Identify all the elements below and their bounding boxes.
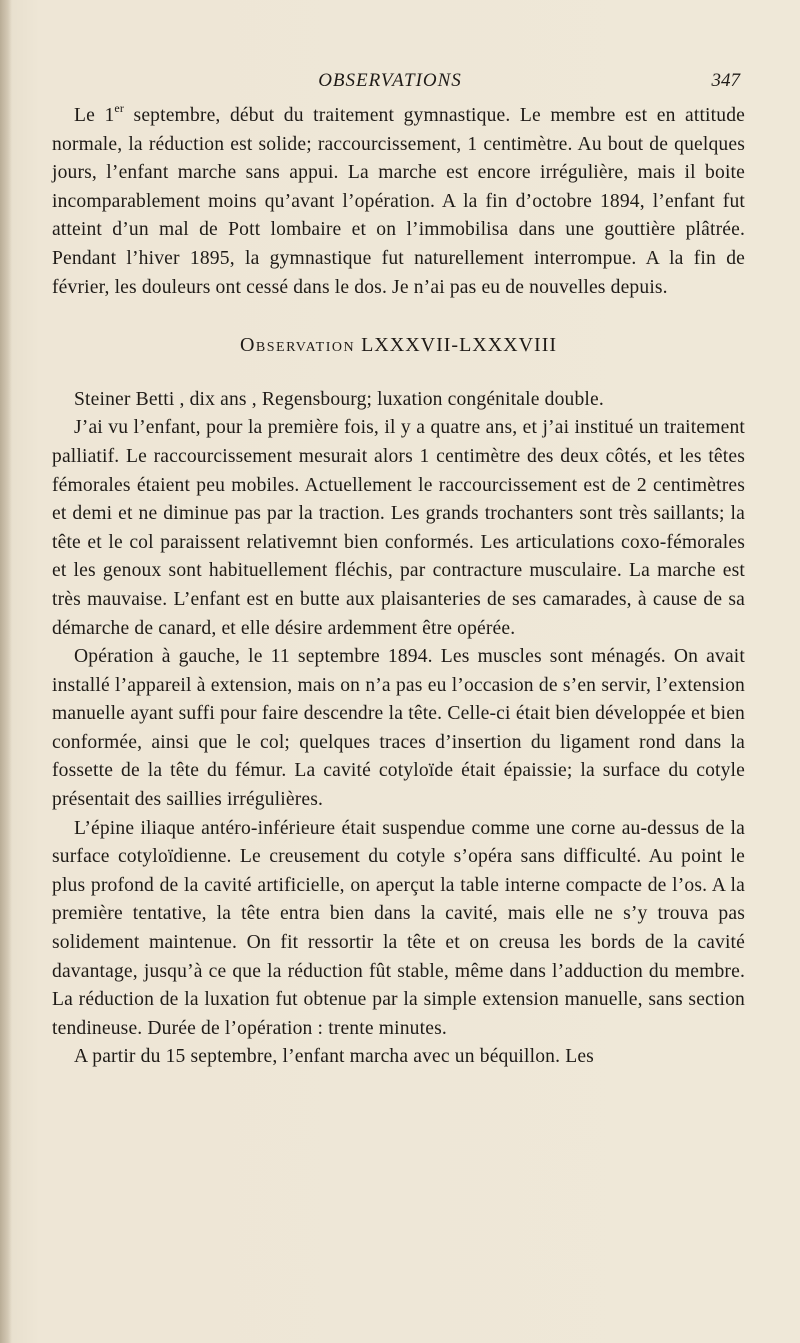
- paragraph-1: [52, 102, 745, 302]
- paragraph-6: A partir du 15 septembre, l’enfant marcha avec un béquillon. Les: [74, 1046, 594, 1068]
- paragraph-4: Opération à gauche, le 11 septembre 1894. Les muscles sont ménagés. On avait installé l’appareil à extension, mais on n’a pas eu l’occasion de s’en servir, l’extension manuelle ayant suffi pour faire descendre la tête. Celle-ci était bien développée et bien conformée, ainsi que le col; quelques traces d’insertion du ligament rond dans la fossette de la tête du fémur. La cavité cotyloïde était épaissie; la surface du cotyle présentait des saillies irrégulières.: [52, 646, 745, 811]
- paragraph-1-rest: septembre, début du traitement gymnastique. Le membre est en attitude normale, la réduction est solide; raccourcissement, 1 centimètre. Au bout de quelques jours, l’enfant marche sans appui. La marche est encore irrégulière, mais il boite incomparablement moins qu’avant l’opération. A la fin d’octobre 1894, l’enfant fut atteint d’un mal de Pott lombaire et on l’immobilisa dans une gouttière plâtrée. Pendant l’hiver 1895, la gymnastique fut naturellement interrompue. A la fin de février, les douleurs ont cessé dans le dos. Je n’ai pas eu de nouvelles depuis.: [52, 105, 745, 298]
- paragraph-5: L’épine iliaque antéro-inférieure était suspendue comme une corne au-dessus de la surface cotyloïdienne. Le creusement du cotyle s’opéra sans difficulté. Au point le plus profond de la cavité artificielle, on aperçut la table interne compacte de l’os. A la première tentative, la tête entra bien dans la cavité, mais elle ne s’y trouva pas solidement maintenue. On fit ressortir la tête et on creusa les bords de la cavité davantage, jusqu’à ce que la réduction fût stable, même dans l’adduction du membre. La réduction de la luxation fut obtenue par la simple extension manuelle, sans section tendineuse. Durée de l’opération : trente minutes.: [52, 817, 745, 1039]
- observation-numerals: LXXXVII-LXXXVIII: [361, 334, 558, 357]
- page-number: 347: [711, 70, 740, 91]
- paragraph-1-start: Le 1: [74, 105, 115, 126]
- paragraph-2: Steiner Betti , dix ans , Regensbourg; luxation congénitale double.: [74, 388, 604, 410]
- body-text: [52, 102, 745, 1072]
- observation-label: Observation: [239, 334, 356, 357]
- superscript-er: er: [114, 101, 125, 116]
- running-head: OBSERVATIONS: [318, 70, 462, 91]
- page-header: [40, 70, 740, 100]
- book-spine-shadow: [0, 0, 12, 1343]
- observation-heading: [52, 331, 745, 360]
- paragraph-3: J’ai vu l’enfant, pour la première fois, il y a quatre ans, et j’ai institué un traitement palliatif. Le raccourcissement mesurait alors 1 centimètre des deux côtés, et les têtes fémorales étaient peu mobiles. Actuellement le raccourcissement est de 2 centimètres et demi et ne diminue pas par la traction. Les grands trochanters sont très saillants; la tête et le col paraissent relativemnt bien conformés. Les articulations coxo-fémorales et les genoux sont habituellement fléchis, par contracture musculaire. La marche est très mauvaise. L’enfant est en butte aux plaisanteries de ses camarades, à cause de sa démarche de canard, et elle désire ardemment être opérée.: [52, 417, 745, 639]
